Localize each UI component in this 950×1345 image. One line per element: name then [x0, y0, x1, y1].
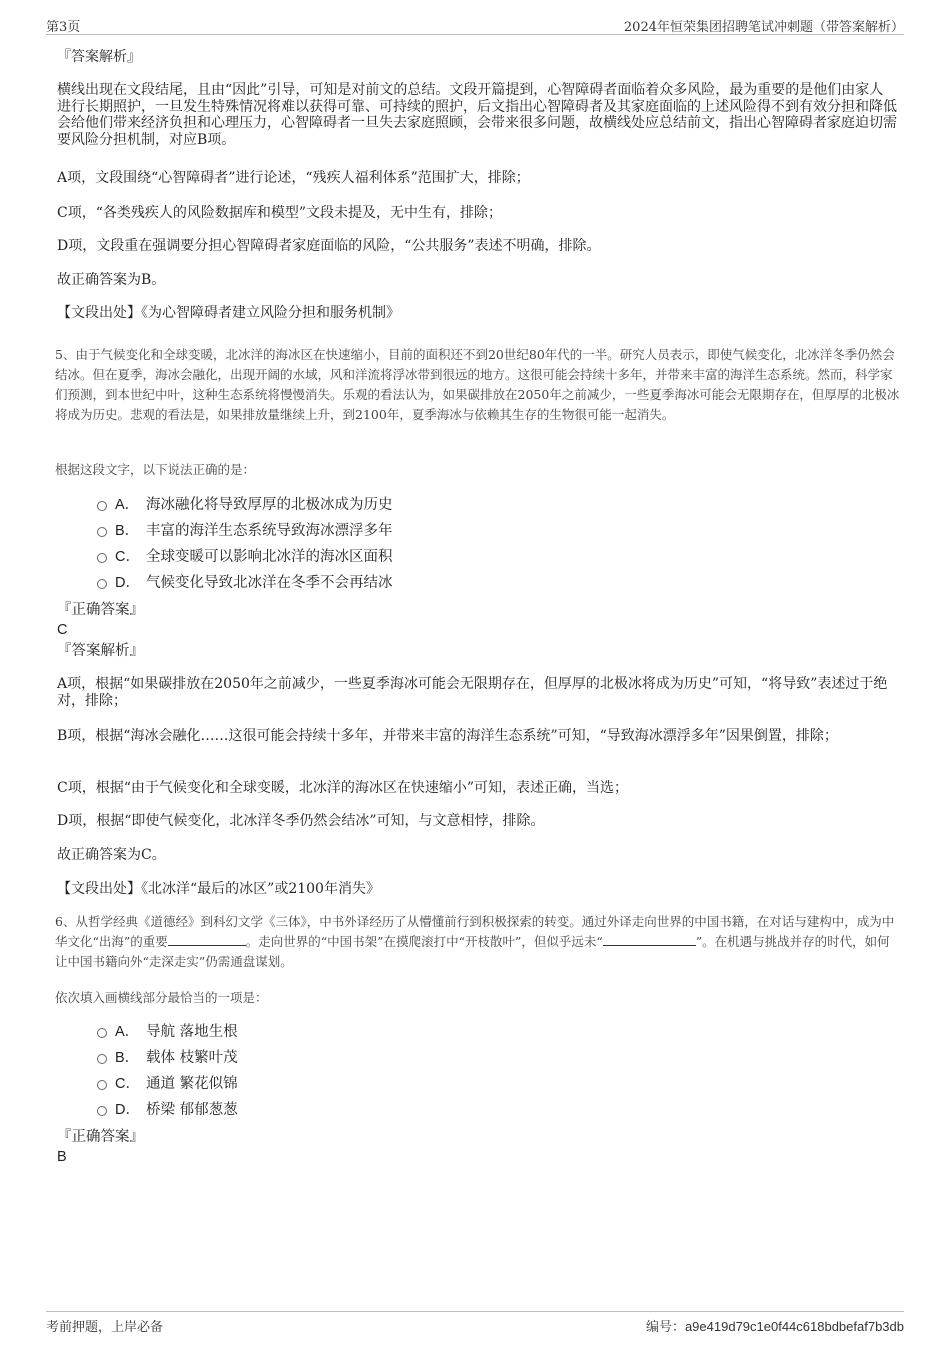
- q5-option-c-analysis: C项，根据“由于气候变化和全球变暖，北冰洋的海冰区在快速缩小”可知，表述正确，当选；: [57, 780, 629, 796]
- q5-option-b[interactable]: B． 丰富的海洋生态系统导致海冰漂浮多年: [97, 521, 393, 541]
- q6-question: 依次填入画横线部分最恰当的一项是：: [55, 990, 268, 1005]
- radio-icon[interactable]: [97, 501, 107, 511]
- source-label: 【文段出处】: [57, 881, 141, 897]
- q5-option-a-analysis: A项，根据“如果碳排放在2050年之前减少，一些夏季海冰可能会无限期存在，但厚厚的北极冰将成为历史”可知，“将导致”表述过于绝对，排除；: [57, 676, 888, 709]
- q5-passage: 5、由于气候变化和全球变暖，北冰洋的海冰区在快速缩小，目前的面积还不到20世纪80年代的一半。研究人员表示，即使气候变化，北冰洋冬季仍然会结冰。但在夏季，海冰会融化，出现开阔的水域，风和洋流将浮冰带到很远的地方。这很可能会持续十多年，并带来丰富的海洋生态系统。然而，科学家们预测，到本世纪中叶，这种生态系统将慢慢消失。乐观的看法认为，如果碳排放在2050年之前减少，一些夏季海冰可能会无限期存在，但厚厚的北极冰将成为历史。悲观的看法是，如果排放量继续上升，到2100年，夏季海冰与依赖其生存的生物很可能一起消失。: [55, 347, 900, 422]
- q4-option-d-analysis: D项，文段重在强调要分担心智障碍者家庭面临的风险，“公共服务”表述不明确，排除。: [57, 238, 601, 254]
- q6-option-c[interactable]: C． 通道 繁花似锦: [97, 1074, 238, 1094]
- footer-slogan: 考前押题，上岸必备: [46, 1320, 164, 1335]
- q4-source: [57, 305, 897, 322]
- radio-icon[interactable]: [97, 1054, 107, 1064]
- q6-option-d[interactable]: D． 桥梁 郁郁葱葱: [97, 1100, 238, 1120]
- page-number: 第3页: [46, 20, 81, 35]
- q6-answer: B: [57, 1149, 67, 1165]
- q6-option-a[interactable]: A． 导航 落地生根: [97, 1022, 238, 1042]
- fill-blank-1[interactable]: [168, 933, 246, 946]
- q4-option-c-analysis: C项，“各类残疾人的风险数据库和模型”文段未提及，无中生有，排除；: [57, 205, 503, 221]
- q5-source: [57, 881, 897, 898]
- fill-blank-2[interactable]: [603, 933, 696, 946]
- q6-answer-heading: 『正确答案』: [57, 1129, 144, 1145]
- q4-option-a-analysis: A项，文段围绕“心智障碍者”进行论述，“残疾人福利体系”范围扩大，排除；: [57, 170, 530, 186]
- q5-option-d-analysis: D项，根据“即使气候变化，北冰洋冬季仍然会结冰”可知，与文意相悖，排除。: [57, 813, 545, 829]
- q5-analysis-heading: 『答案解析』: [57, 643, 144, 659]
- q5-option-a[interactable]: A． 海冰融化将导致厚厚的北极冰成为历史: [97, 495, 393, 515]
- source-title: 《为心智障碍者建立风险分担和服务机制》: [141, 305, 400, 321]
- q4-analysis-heading: 『答案解析』: [57, 49, 141, 65]
- page-header: [46, 14, 904, 35]
- q5-conclusion: 故正确答案为C。: [57, 847, 166, 863]
- q6-option-b[interactable]: B． 载体 枝繁叶茂: [97, 1048, 238, 1068]
- q5-answer: C: [57, 622, 68, 638]
- document-title: 2024年恒荣集团招聘笔试冲刺题（带答案解析）: [623, 20, 904, 35]
- radio-icon[interactable]: [97, 553, 107, 563]
- document-id: 编号：a9e419d79c1e0f44c618bdbefaf7b3db: [645, 1319, 904, 1335]
- q4-conclusion: 故正确答案为B。: [57, 272, 166, 288]
- source-label: 【文段出处】: [57, 305, 141, 321]
- q5-answer-heading: 『正确答案』: [57, 602, 144, 618]
- radio-icon[interactable]: [97, 579, 107, 589]
- page-footer: [46, 1311, 904, 1334]
- radio-icon[interactable]: [97, 1028, 107, 1038]
- radio-icon[interactable]: [97, 527, 107, 537]
- q6-passage: 6、从哲学经典《道德经》到科幻文学《三体》，中书外译经历了从懵懂前行到积极探索的转变。通过外译走向世界的中国书籍，在对话与建构中，成为中华文化“出海”的重要 。走向世界的“中国书架”在摸爬滚打中“开枝散叶”，但似乎远未“ ”。在机遇与挑战并存的时代，如何让中国书籍向外“走深走实”仍需通盘谋划。: [55, 914, 895, 969]
- q5-option-b-analysis: B项，根据“海冰会融化……这很可能会持续十多年，并带来丰富的海洋生态系统”可知，“导致海冰漂浮多年”因果倒置，排除；: [57, 728, 838, 744]
- source-title: 《北冰洋“最后的冰区”或2100年消失》: [141, 881, 380, 897]
- q5-option-c[interactable]: C． 全球变暖可以影响北冰洋的海冰区面积: [97, 547, 393, 567]
- q5-option-d[interactable]: D． 气候变化导致北冰洋在冬季不会再结冰: [97, 573, 393, 593]
- radio-icon[interactable]: [97, 1080, 107, 1090]
- q5-question: 根据这段文字，以下说法正确的是：: [55, 462, 256, 477]
- radio-icon[interactable]: [97, 1106, 107, 1116]
- q4-analysis-text: 横线出现在文段结尾，且由“因此”引导，可知是对前文的总结。文段开篇提到，心智障碍者面临着众多风险，最为重要的是他们由家人进行长期照护，一旦发生特殊情况将难以获得可靠、可持续的照护，后文指出心智障碍者及其家庭面临的上述风险得不到有效分担和降低会给他们带来经济负担和心理压力，心智障碍者一旦失去家庭照顾，会带来很多问题，故横线处应总结前文，指出心智障碍者家庭迫切需要风险分担机制，对应B项。: [57, 82, 897, 148]
